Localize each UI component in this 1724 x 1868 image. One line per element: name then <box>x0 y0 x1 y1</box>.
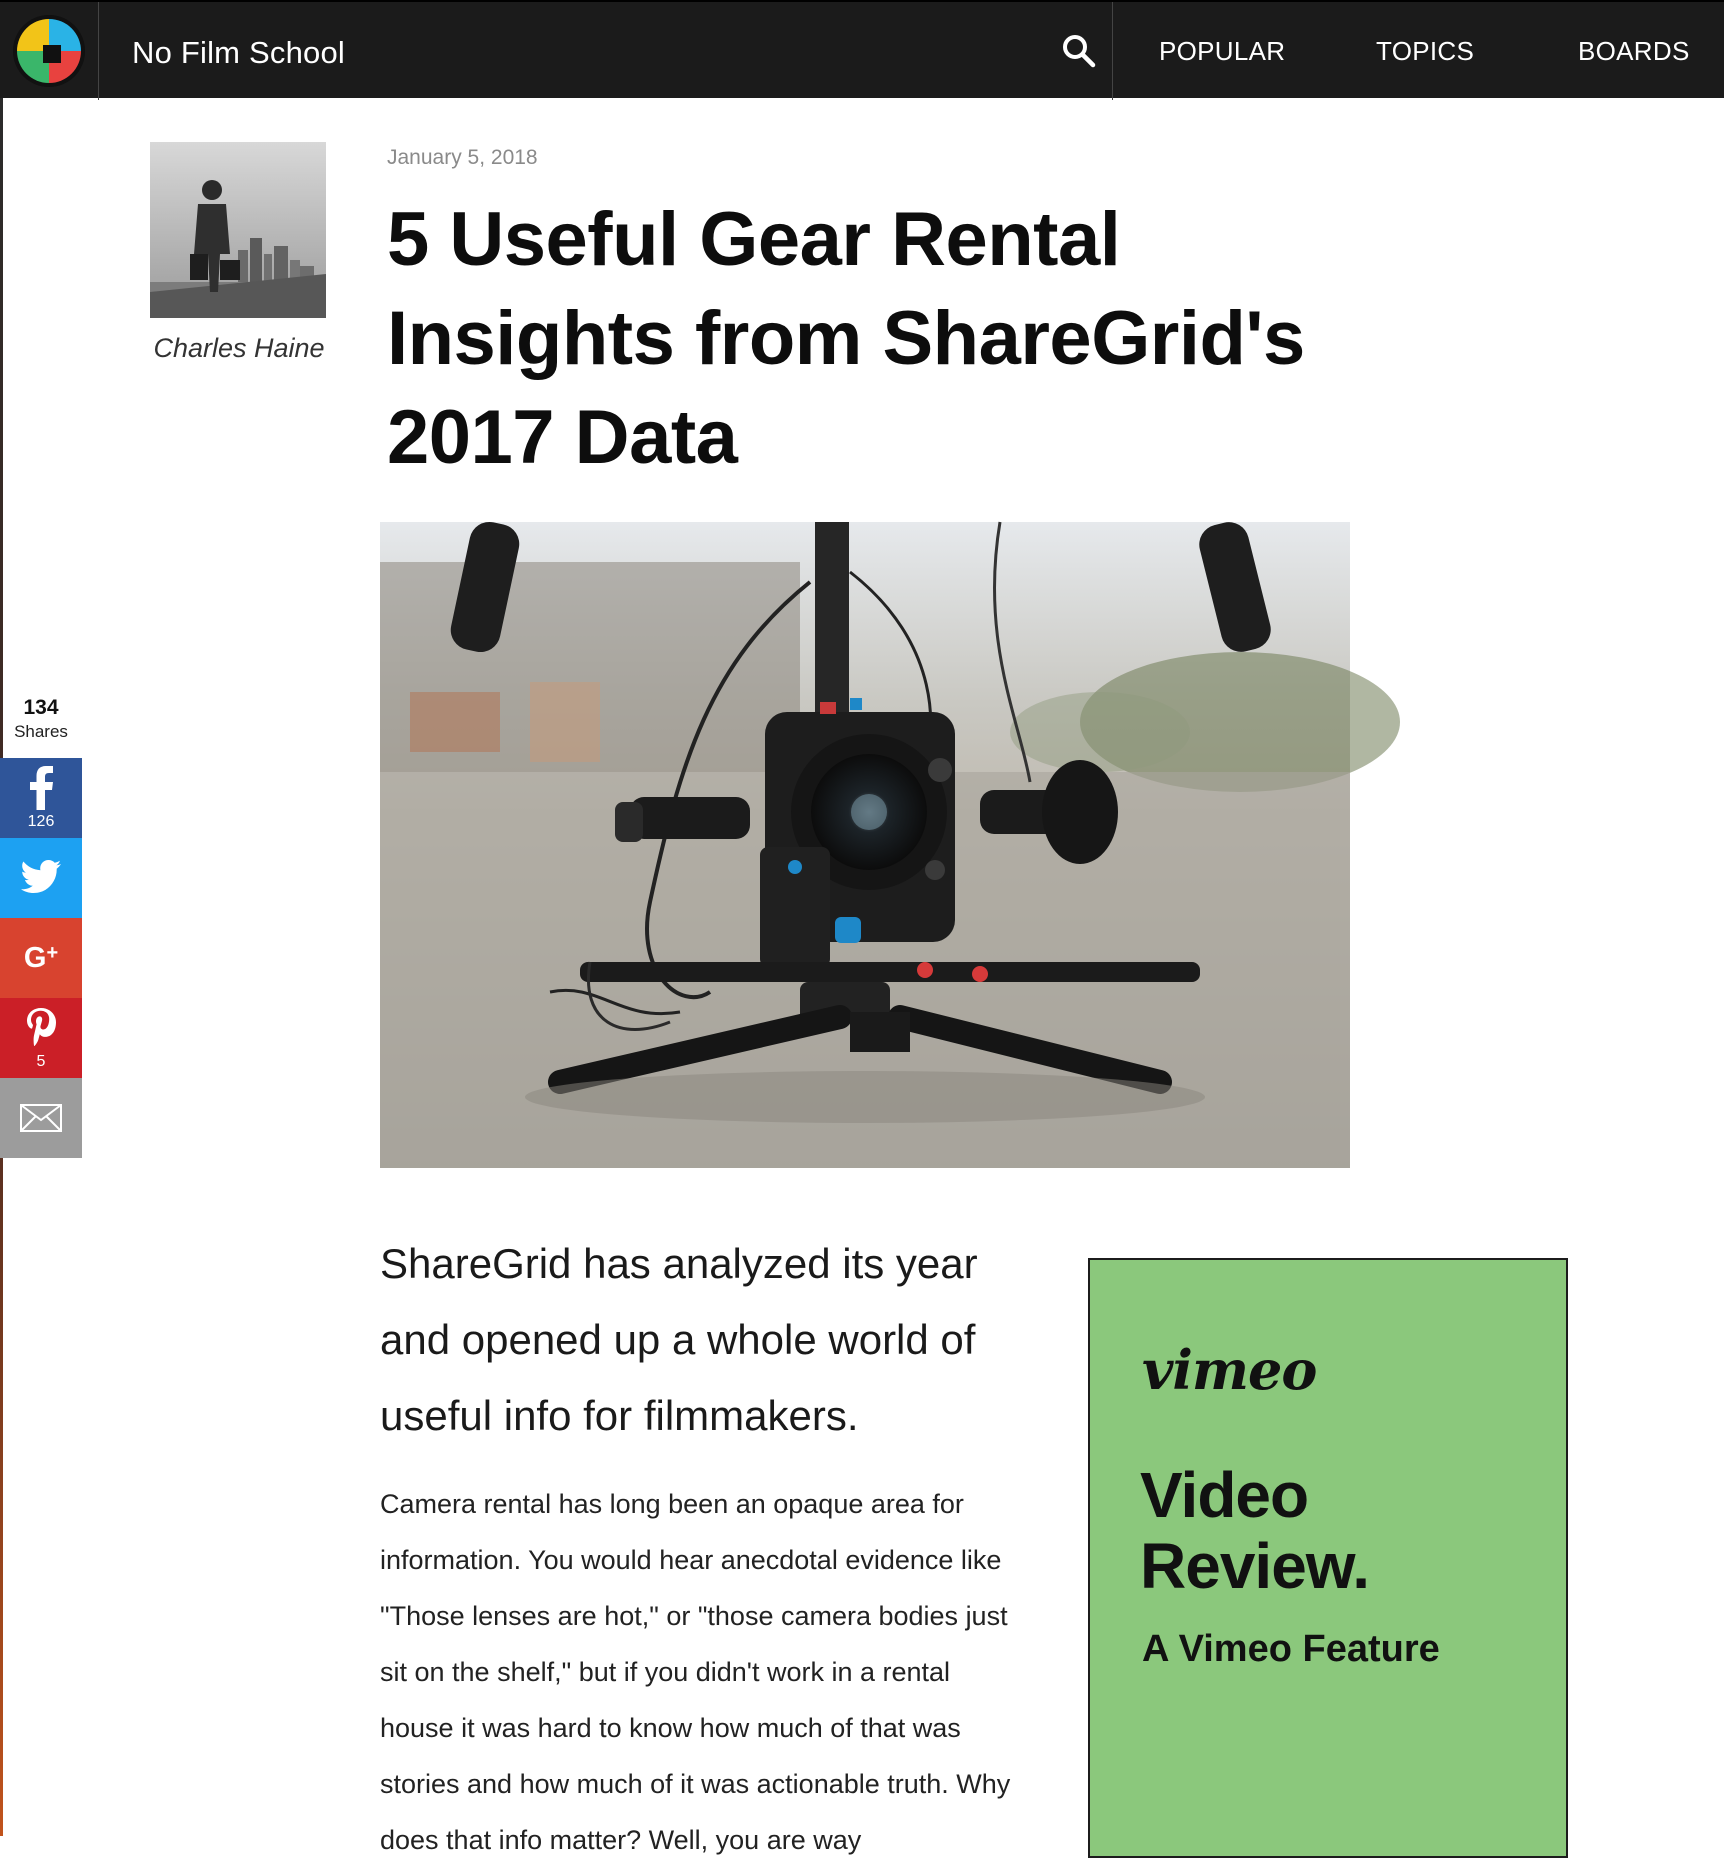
logo-icon[interactable] <box>13 15 85 87</box>
article-date: January 5, 2018 <box>387 146 538 169</box>
article-paragraph: Camera rental has long been an opaque area for information. You would hear anecdotal evidence like "Those lenses are hot," or "those camera bodies just sit on the shelf," but if you didn't work in a rental house it was hard to know how much of that was stories and how much of it was actionable truth. Why does that info matter? Well, you are way <box>380 1489 1011 1855</box>
hero-image-gimbal-camera <box>380 522 1350 1168</box>
facebook-icon <box>0 766 82 815</box>
twitter-share-button[interactable] <box>0 838 82 918</box>
ad-subline: A Vimeo Feature <box>1142 1628 1440 1670</box>
pinterest-icon <box>0 1006 82 1057</box>
nav-divider <box>98 2 99 100</box>
search-icon[interactable] <box>1060 32 1098 70</box>
nav-popular[interactable]: POPULAR <box>1159 36 1286 66</box>
share-total <box>0 696 82 742</box>
email-icon <box>0 1104 82 1137</box>
article-lede: ShareGrid has analyzed its year and opened up a whole world of useful info for filmmakers. <box>380 1240 978 1439</box>
google-plus-icon: G+ <box>23 942 59 974</box>
google-plus-share-button[interactable] <box>0 918 82 998</box>
author-avatar[interactable] <box>150 142 326 318</box>
top-navigation-bar <box>0 0 1724 98</box>
share-total-label: Shares <box>14 722 68 741</box>
article-title: 5 Useful Gear Rental Insights from ShareGrid's 2017 Data <box>387 197 1305 480</box>
nav-boards[interactable]: BOARDS <box>1578 36 1690 66</box>
facebook-share-count: 126 <box>27 813 55 830</box>
vimeo-logo: vimeo <box>1142 1338 1317 1402</box>
vimeo-ad-banner[interactable] <box>1088 1258 1568 1858</box>
pinterest-share-count: 5 <box>36 1053 46 1070</box>
nav-topics[interactable]: TOPICS <box>1376 36 1475 66</box>
share-total-count: 134 <box>23 696 59 719</box>
pinterest-share-button[interactable] <box>0 998 82 1078</box>
twitter-icon <box>0 860 82 899</box>
nav-divider <box>1112 2 1113 100</box>
email-share-button[interactable] <box>0 1078 82 1158</box>
facebook-share-button[interactable] <box>0 758 82 838</box>
ad-headline: Video Review. <box>1140 1459 1369 1602</box>
site-name-link[interactable]: No Film School <box>132 35 345 70</box>
author-name-link[interactable]: Charles Haine <box>153 333 325 363</box>
